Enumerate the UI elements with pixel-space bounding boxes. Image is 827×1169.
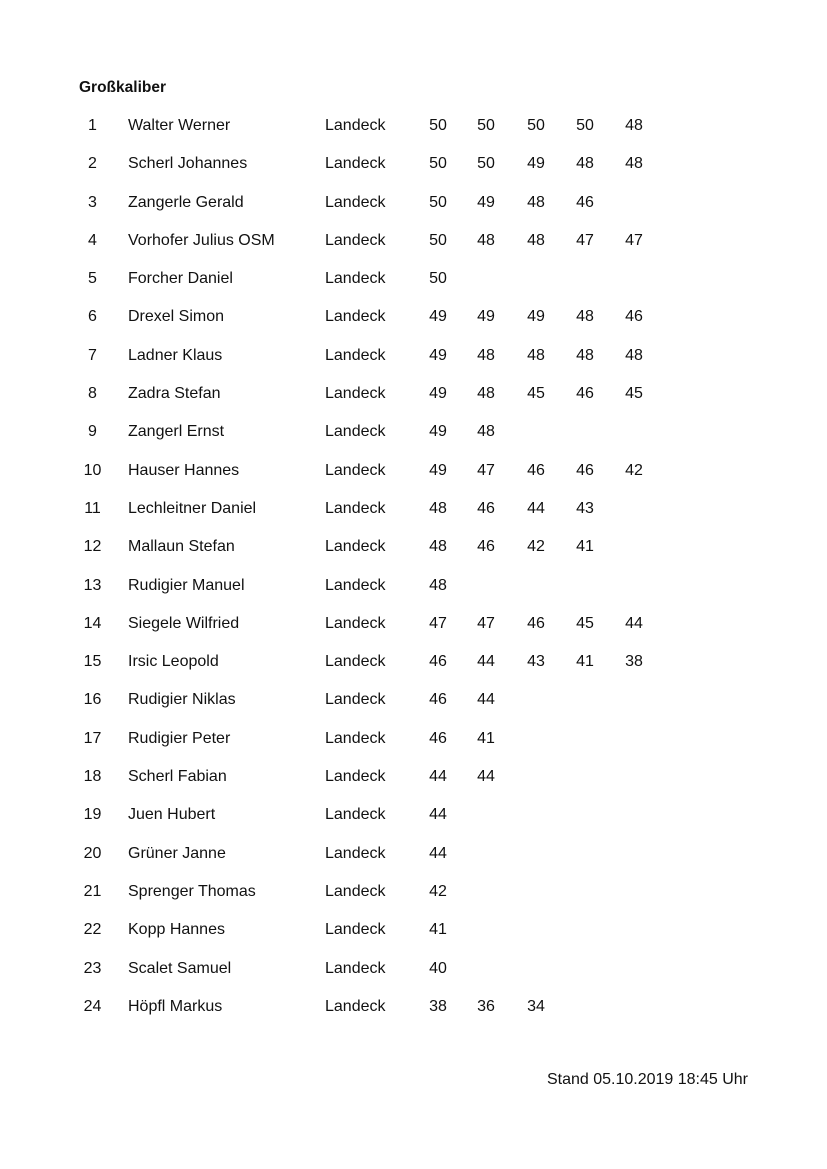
score: 42	[527, 538, 545, 556]
club-name: Landeck	[325, 270, 386, 288]
score: 50	[477, 155, 495, 173]
list-item	[0, 960, 827, 998]
score: 48	[477, 346, 495, 364]
rank: 21	[83, 882, 102, 900]
shooter-name: Ladner Klaus	[128, 346, 223, 364]
list-item	[0, 691, 827, 729]
list-item	[0, 998, 827, 1036]
score: 50	[429, 193, 447, 211]
club-name: Landeck	[325, 538, 386, 556]
club-name: Landeck	[325, 385, 386, 403]
shooter-name: Zangerle Gerald	[128, 193, 244, 211]
score: 48	[477, 385, 495, 403]
list-item	[0, 500, 827, 538]
shooter-name: Höpfl Markus	[128, 997, 223, 1015]
list-item	[0, 194, 827, 232]
club-name: Landeck	[325, 117, 386, 134]
rank: 16	[83, 691, 102, 709]
score: 47	[625, 231, 643, 249]
score: 48	[527, 346, 545, 364]
list-item	[0, 615, 827, 653]
score: 48	[527, 193, 545, 211]
page-title: Großkaliber	[79, 79, 166, 96]
list-item	[0, 653, 827, 691]
rank: 24	[83, 997, 102, 1015]
score: 48	[527, 231, 545, 249]
club-name: Landeck	[325, 461, 386, 479]
shooter-name: Siegele Wilfried	[128, 614, 240, 632]
score: 43	[576, 499, 594, 517]
rank: 1	[88, 117, 97, 134]
score: 48	[625, 346, 643, 364]
score: 50	[477, 117, 495, 134]
shooter-name: Forcher Daniel	[128, 270, 233, 288]
rank: 13	[83, 576, 102, 594]
rank: 19	[83, 806, 102, 824]
rank: 2	[88, 155, 97, 173]
shooter-name: Scherl Johannes	[128, 155, 248, 173]
club-name: Landeck	[325, 346, 386, 364]
list-item	[0, 423, 827, 461]
club-name: Landeck	[325, 576, 386, 594]
club-name: Landeck	[325, 806, 386, 824]
shooter-name: Hauser Hannes	[128, 461, 240, 479]
timestamp: Stand 05.10.2019 18:45 Uhr	[546, 1071, 748, 1088]
score: 48	[429, 576, 447, 594]
score: 45	[576, 614, 594, 632]
score: 47	[477, 461, 495, 479]
score: 50	[527, 117, 545, 134]
score: 49	[527, 155, 545, 173]
rank: 22	[83, 921, 102, 939]
score: 44	[429, 768, 447, 786]
score: 43	[527, 653, 545, 671]
score: 48	[429, 499, 447, 517]
rank: 17	[83, 729, 102, 747]
score: 47	[429, 614, 447, 632]
score: 44	[477, 768, 495, 786]
shooter-name: Lechleitner Daniel	[128, 499, 257, 517]
score: 46	[527, 461, 545, 479]
rank: 3	[88, 193, 97, 211]
list-item	[0, 845, 827, 883]
score: 40	[429, 959, 447, 977]
score: 47	[576, 231, 594, 249]
list-item	[0, 768, 827, 806]
score: 48	[625, 155, 643, 173]
rank: 20	[83, 844, 102, 862]
list-item	[0, 806, 827, 844]
shooter-name: Rudigier Niklas	[128, 691, 236, 709]
club-name: Landeck	[325, 844, 386, 862]
score: 41	[576, 653, 594, 671]
shooter-name: Irsic Leopold	[128, 653, 219, 671]
club-name: Landeck	[325, 959, 386, 977]
score: 44	[477, 691, 495, 709]
rank: 11	[84, 499, 101, 517]
score: 41	[477, 729, 495, 747]
score: 49	[429, 461, 447, 479]
club-name: Landeck	[325, 423, 386, 441]
score: 46	[527, 614, 545, 632]
list-item	[0, 117, 827, 155]
score: 48	[477, 423, 495, 441]
club-name: Landeck	[325, 653, 386, 671]
rank: 14	[83, 614, 102, 632]
score: 50	[429, 270, 447, 288]
club-name: Landeck	[325, 997, 386, 1015]
score: 46	[576, 385, 594, 403]
score: 49	[429, 423, 447, 441]
score: 49	[429, 385, 447, 403]
score: 45	[527, 385, 545, 403]
score: 38	[625, 653, 643, 671]
score: 49	[429, 308, 447, 326]
club-name: Landeck	[325, 614, 386, 632]
shooter-name: Vorhofer Julius OSM	[128, 231, 275, 249]
rank: 12	[83, 538, 102, 556]
club-name: Landeck	[325, 155, 386, 173]
club-name: Landeck	[325, 308, 386, 326]
shooter-name: Walter Werner	[128, 117, 231, 134]
score: 42	[625, 461, 643, 479]
list-item	[0, 347, 827, 385]
score: 46	[429, 653, 447, 671]
score: 46	[576, 461, 594, 479]
shooter-name: Grüner Janne	[128, 844, 226, 862]
club-name: Landeck	[325, 499, 386, 517]
score: 50	[429, 117, 447, 134]
shooter-name: Juen Hubert	[128, 806, 216, 824]
list-item	[0, 155, 827, 193]
rank: 18	[83, 768, 102, 786]
score: 48	[576, 155, 594, 173]
score: 50	[429, 231, 447, 249]
score: 46	[625, 308, 643, 326]
score: 42	[429, 882, 447, 900]
list-item	[0, 921, 827, 959]
score: 49	[477, 308, 495, 326]
list-item	[0, 270, 827, 308]
rank: 5	[88, 270, 97, 288]
shooter-name: Mallaun Stefan	[128, 538, 235, 556]
score: 38	[429, 997, 447, 1015]
rank: 8	[88, 385, 97, 403]
rank: 10	[83, 461, 102, 479]
list-item	[0, 538, 827, 576]
score: 46	[429, 729, 447, 747]
score: 45	[625, 385, 643, 403]
list-item	[0, 462, 827, 500]
score: 49	[477, 193, 495, 211]
results-list	[0, 117, 827, 1036]
score: 48	[625, 117, 643, 134]
list-item	[0, 577, 827, 615]
score: 44	[527, 499, 545, 517]
club-name: Landeck	[325, 231, 386, 249]
club-name: Landeck	[325, 193, 386, 211]
score: 46	[477, 538, 495, 556]
list-item	[0, 308, 827, 346]
score: 44	[429, 806, 447, 824]
score: 48	[576, 346, 594, 364]
club-name: Landeck	[325, 921, 386, 939]
list-item	[0, 385, 827, 423]
shooter-name: Zadra Stefan	[128, 385, 221, 403]
rank: 15	[83, 653, 102, 671]
score: 50	[429, 155, 447, 173]
club-name: Landeck	[325, 882, 386, 900]
score: 48	[429, 538, 447, 556]
club-name: Landeck	[325, 691, 386, 709]
rank: 6	[88, 308, 97, 326]
score: 48	[576, 308, 594, 326]
score: 44	[477, 653, 495, 671]
score: 48	[477, 231, 495, 249]
shooter-name: Sprenger Thomas	[128, 882, 256, 900]
list-item	[0, 730, 827, 768]
score: 44	[625, 614, 643, 632]
club-name: Landeck	[325, 768, 386, 786]
score: 41	[429, 921, 447, 939]
shooter-name: Kopp Hannes	[128, 921, 225, 939]
shooter-name: Drexel Simon	[128, 308, 225, 326]
score: 50	[576, 117, 594, 134]
shooter-name: Rudigier Manuel	[128, 576, 245, 594]
shooter-name: Scherl Fabian	[128, 768, 227, 786]
club-name: Landeck	[325, 729, 386, 747]
score: 46	[429, 691, 447, 709]
list-item	[0, 883, 827, 921]
score: 49	[527, 308, 545, 326]
score: 46	[576, 193, 594, 211]
shooter-name: Rudigier Peter	[128, 729, 231, 747]
score: 36	[477, 997, 495, 1015]
score: 34	[527, 997, 545, 1015]
score: 46	[477, 499, 495, 517]
shooter-name: Scalet Samuel	[128, 959, 232, 977]
list-item	[0, 232, 827, 270]
rank: 23	[83, 959, 102, 977]
score: 44	[429, 844, 447, 862]
score: 41	[576, 538, 594, 556]
shooter-name: Zangerl Ernst	[128, 423, 225, 441]
score: 49	[429, 346, 447, 364]
rank: 9	[88, 423, 97, 441]
rank: 4	[88, 231, 97, 249]
score: 47	[477, 614, 495, 632]
rank: 7	[88, 346, 97, 364]
